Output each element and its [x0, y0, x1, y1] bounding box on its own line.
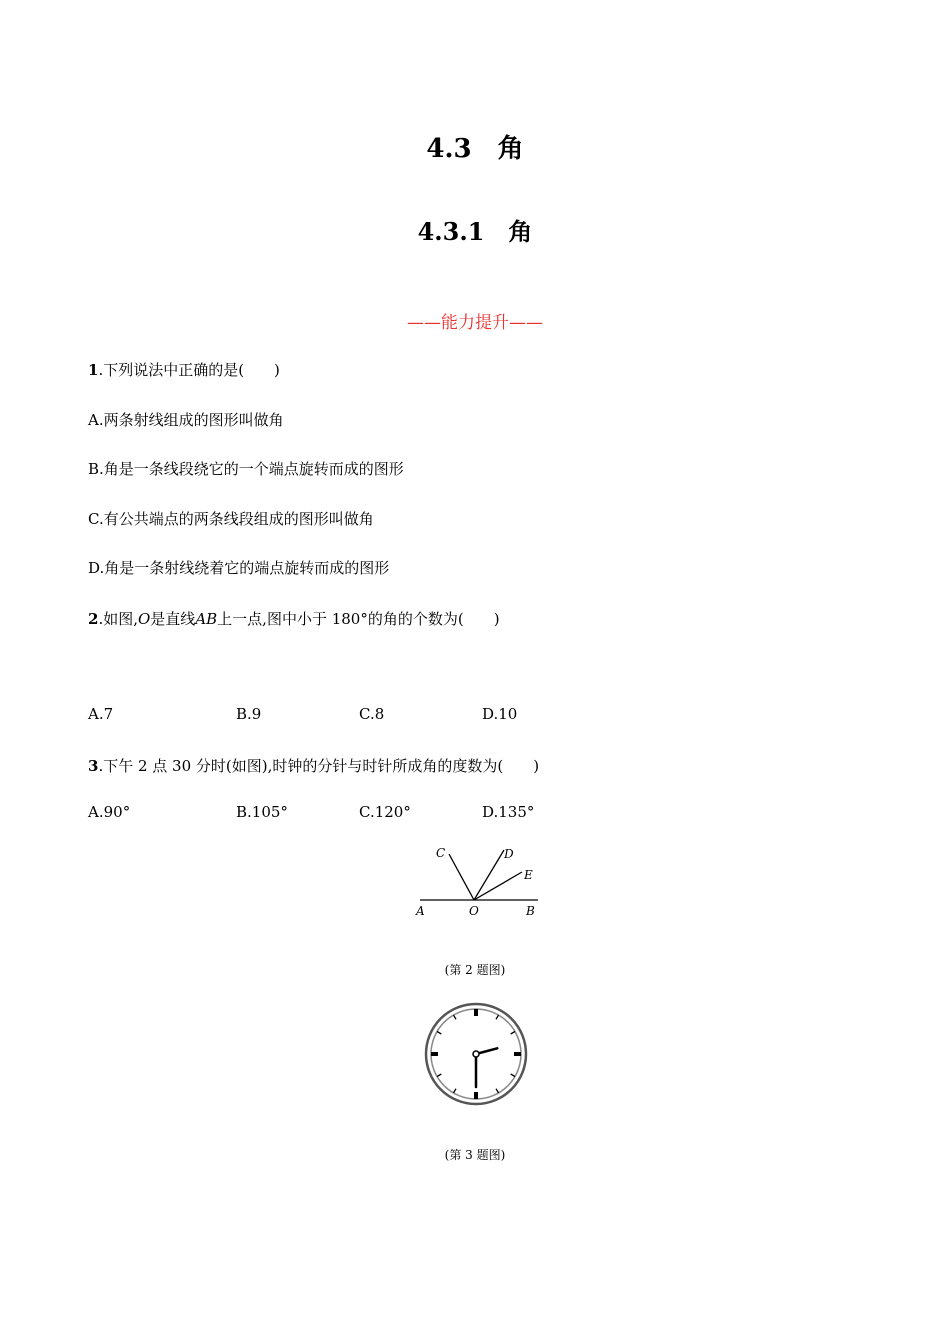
q3-option-c: C.120°	[359, 803, 411, 821]
label-o: O	[469, 904, 479, 918]
q2-option-c: C.8	[359, 705, 385, 723]
question-2-stem-part: .如图,	[98, 610, 138, 628]
q1-option-b: B.角是一条线段绕它的一个端点旋转而成的图形	[88, 460, 404, 478]
question-1-number: 1	[88, 361, 99, 379]
ray-od	[474, 850, 504, 900]
q3-option-a: A.90°	[88, 803, 131, 821]
point-o-label: O	[137, 610, 151, 628]
q1-option-a: A.两条射线组成的图形叫做角	[88, 411, 284, 429]
question-2	[88, 609, 500, 629]
label-d: D	[504, 847, 514, 861]
question-2-number: 2	[88, 610, 99, 628]
question-3	[88, 756, 539, 776]
q3-option-b: B.105°	[236, 803, 288, 821]
question-3-number: 3	[88, 757, 99, 775]
label-c: C	[436, 846, 446, 860]
question-1-stem: .下列说法中正确的是( )	[98, 361, 280, 379]
label-b: B	[526, 904, 535, 918]
question-3-stem: .下午 2 点 30 分时(如图),时钟的分针与时针所成角的度数为( )	[98, 757, 540, 775]
q3-option-d: D.135°	[482, 803, 535, 821]
ray-oe	[474, 872, 522, 900]
clock-center-pin	[473, 1051, 479, 1057]
q2-option-a: A.7	[88, 705, 114, 723]
question-2-stem-part: 上一点,图中小于 180°的角的个数为( )	[217, 610, 500, 628]
label-a: A	[416, 904, 425, 918]
question-1	[88, 360, 280, 380]
line-ab-label: AB	[195, 610, 218, 628]
angle-figure	[405, 838, 555, 928]
clock-figure	[422, 1000, 530, 1108]
section-heading: ——能力提升——	[407, 313, 543, 333]
label-e: E	[524, 868, 533, 882]
q1-option-d: D.角是一条射线绕着它的端点旋转而成的图形	[88, 559, 390, 577]
page-subtitle: 4.3.1 角	[417, 217, 533, 246]
q2-option-b: B.9	[236, 705, 262, 723]
question-2-stem-part: 是直线	[150, 610, 196, 628]
ray-oc	[449, 854, 474, 900]
q2-option-d: D.10	[482, 705, 518, 723]
page-title: 4.3 角	[426, 134, 524, 164]
figure-3-caption: (第 3 题图)	[444, 1148, 506, 1162]
q1-option-c: C.有公共端点的两条线段组成的图形叫做角	[88, 510, 374, 528]
figure-2-caption: (第 2 题图)	[444, 963, 506, 977]
